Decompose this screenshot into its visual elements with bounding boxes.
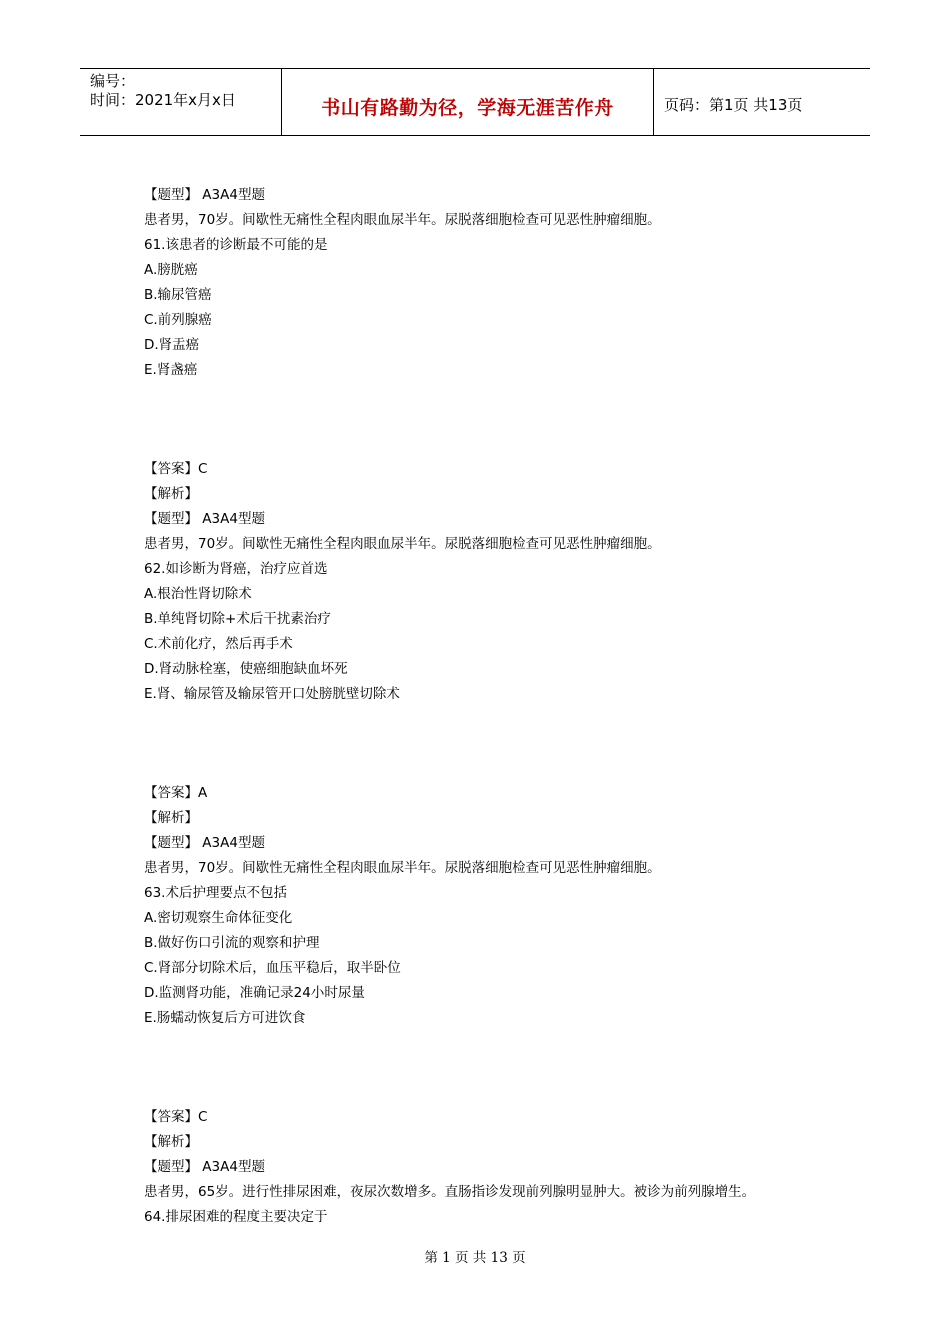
header-page-cell: [654, 69, 870, 135]
option-a: A.密切观察生命体征变化: [144, 910, 293, 926]
case-description: 患者男，70岁。间歇性无痛性全程肉眼血尿半年。尿脱落细胞检查可见恶性肿瘤细胞。: [144, 860, 661, 876]
question-type: 【题型】 A3A4型题: [144, 835, 265, 851]
header-motto-cell: [282, 69, 654, 135]
answer: 【答案】C: [144, 461, 208, 477]
page-header: [80, 68, 870, 136]
number-label: 编号：: [90, 72, 136, 90]
option-d: D.肾盂癌: [144, 337, 200, 353]
question-type: 【题型】 A3A4型题: [144, 1159, 265, 1175]
page-code: 页码：第1页 共13页: [664, 96, 803, 114]
case-description: 患者男，70岁。间歇性无痛性全程肉眼血尿半年。尿脱落细胞检查可见恶性肿瘤细胞。: [144, 212, 661, 228]
option-b: B.单纯肾切除+术后干扰素治疗: [144, 611, 331, 627]
option-e: E.肠蠕动恢复后方可进饮食: [144, 1010, 306, 1026]
question-stem: 62.如诊断为肾癌，治疗应首选: [144, 561, 328, 577]
question-type: 【题型】 A3A4型题: [144, 187, 265, 203]
question-stem: 61.该患者的诊断最不可能的是: [144, 237, 328, 253]
analysis: 【解析】: [144, 810, 198, 826]
option-b: B.输尿管癌: [144, 287, 212, 303]
header-info-cell: [80, 69, 282, 135]
case-description: 患者男，70岁。间歇性无痛性全程肉眼血尿半年。尿脱落细胞检查可见恶性肿瘤细胞。: [144, 536, 661, 552]
option-a: A.根治性肾切除术: [144, 586, 252, 602]
option-d: D.肾动脉栓塞，使癌细胞缺血坏死: [144, 661, 348, 677]
option-a: A.膀胱癌: [144, 262, 198, 278]
option-c: C.前列腺癌: [144, 312, 212, 328]
analysis: 【解析】: [144, 1134, 198, 1150]
answer: 【答案】C: [144, 1109, 208, 1125]
question-stem: 63.术后护理要点不包括: [144, 885, 287, 901]
analysis: 【解析】: [144, 486, 198, 502]
page-footer: 第 1 页 共 13 页: [424, 1250, 526, 1266]
answer: 【答案】A: [144, 785, 208, 801]
option-e: E.肾盏癌: [144, 362, 198, 378]
option-d: D.监测肾功能，准确记录24小时尿量: [144, 985, 365, 1001]
option-e: E.肾、输尿管及输尿管开口处膀胱壁切除术: [144, 686, 400, 702]
question-type: 【题型】 A3A4型题: [144, 511, 265, 527]
case-description: 患者男，65岁。进行性排尿困难，夜尿次数增多。直肠指诊发现前列腺明显肿大。被诊为前列腺增生。: [144, 1184, 756, 1200]
question-stem: 64.排尿困难的程度主要决定于: [144, 1209, 328, 1225]
option-b: B.做好伤口引流的观察和护理: [144, 935, 320, 951]
time-label: 时间：2021年x月x日: [90, 91, 236, 109]
option-c: C.术前化疗，然后再手术: [144, 636, 293, 652]
option-c: C.肾部分切除术后，血压平稳后，取半卧位: [144, 960, 401, 976]
motto: 书山有路勤为径，学海无涯苦作舟: [321, 97, 614, 119]
